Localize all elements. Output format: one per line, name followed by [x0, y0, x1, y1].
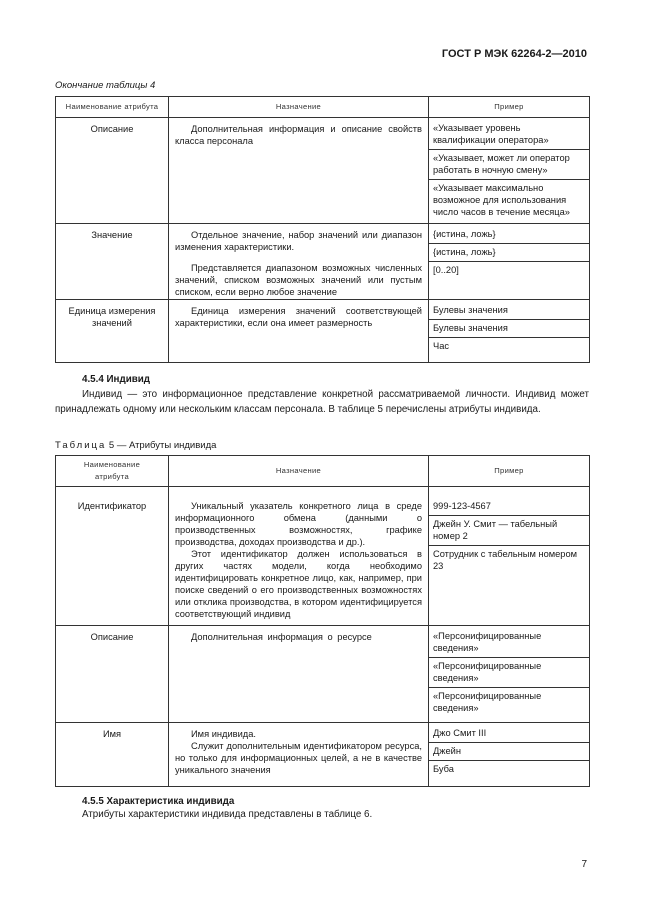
table-row	[56, 300, 590, 363]
column-header-example: Пример	[429, 456, 590, 487]
table-row	[56, 723, 590, 787]
attribute-name: Единица измерения значений	[56, 300, 169, 363]
attribute-name: Идентификатор	[56, 487, 169, 626]
attribute-name: Значение	[56, 224, 169, 300]
table-row	[56, 487, 590, 626]
example-cell: «Указывает, может ли оператор работать в ночную смену»	[429, 150, 589, 180]
example-cell: Булевы значения	[429, 320, 589, 338]
attribute-examples	[429, 300, 590, 363]
column-header-example: Пример	[429, 97, 590, 118]
section-heading-4-5-5: 4.5.5 Характеристика индивида	[82, 796, 235, 807]
example-cell: Булевы значения	[429, 302, 589, 320]
table-row	[56, 626, 590, 723]
table4-caption: Окончание таблицы 4	[55, 80, 156, 91]
attribute-examples	[429, 723, 590, 787]
example-cell: {истина, ложь}	[429, 244, 589, 262]
example-cell: Джо Смит III	[429, 725, 589, 743]
attribute-purpose: Дополнительная информация и описание свойств класса персонала	[169, 118, 429, 224]
example-cell: [0..20]	[433, 265, 459, 275]
attribute-purpose: Отдельное значение, набор значений или диапазон изменения характеристики. Представляется диапазоном возможных численных значений, списком возможных значений или пустым списком, если верно любое значение	[169, 224, 429, 300]
attribute-name: Описание	[56, 626, 169, 723]
example-cell: «Персонифицированные сведения»	[429, 658, 589, 688]
table-row	[56, 224, 590, 300]
example-cell: «Указывает максимально возможное для использования число часов в течение месяца»	[433, 183, 570, 217]
table-row	[56, 118, 590, 224]
column-header-name: Наименование атрибута	[56, 456, 169, 487]
example-cell: Джейн	[429, 743, 589, 761]
example-cell: Джейн У. Смит — табельный номер 2	[429, 516, 589, 546]
column-header-name: Наименование атрибута	[56, 97, 169, 118]
example-cell: 999-123-4567	[429, 498, 589, 516]
section-text-4-5-4: Индивид — это информационное представление конкретной рассматриваемой личности. Индивид может принадлежать одному или нескольким классам персонала. В таблице 5 перечислены атрибуты индивида.	[55, 389, 589, 415]
example-cell: Час	[433, 341, 450, 351]
example-cell: Сотрудник с табельным номером 23	[433, 549, 578, 571]
table-5	[55, 455, 590, 787]
attribute-examples	[429, 224, 590, 300]
section-heading-4-5-4: 4.5.4 Индивид	[82, 374, 150, 385]
section-text-4-5-5: Атрибуты характеристики индивида представлены в таблице 6.	[82, 809, 373, 820]
table-4	[55, 96, 590, 363]
attribute-purpose: Имя индивида. Служит дополнительным идентификатором ресурса, но только для информационных целей, а не в качестве уникального значения	[169, 723, 429, 787]
attribute-purpose: Дополнительная информация о ресурсе	[169, 626, 429, 723]
example-cell: {истина, ложь}	[429, 226, 589, 244]
column-header-purpose: Назначение	[169, 97, 429, 118]
attribute-examples	[429, 118, 590, 224]
example-cell: «Персонифицированные сведения»	[433, 691, 542, 713]
column-header-purpose: Назначение	[169, 456, 429, 487]
attribute-purpose: Уникальный указатель конкретного лица в среде информационного обмена (данными о производственных возможностях, графике производства, доходах производства и др.). Этот идентификатор должен использоваться в других частях модели, когда необходимо идентифицировать конкретное лицо, как, например, при поиске сведений о его производственных возможностях или отклика производства, в котором идентифицируется соответствующий индивид	[169, 487, 429, 626]
example-cell: «Персонифицированные сведения»	[429, 628, 589, 658]
example-cell: Буба	[433, 764, 454, 774]
standard-header: ГОСТ Р МЭК 62264-2—2010	[441, 48, 587, 60]
attribute-examples	[429, 626, 590, 723]
page-number: 7	[581, 859, 587, 870]
table5-caption: Таблица 5 — Атрибуты индивида	[55, 440, 217, 451]
attribute-purpose: Единица измерения значений соответствующей характеристики, если она имеет размерность	[169, 300, 429, 363]
example-cell: «Указывает уровень квалификации оператора»	[429, 120, 589, 150]
attribute-name: Имя	[56, 723, 169, 787]
attribute-examples	[429, 487, 590, 626]
attribute-name: Описание	[56, 118, 169, 224]
